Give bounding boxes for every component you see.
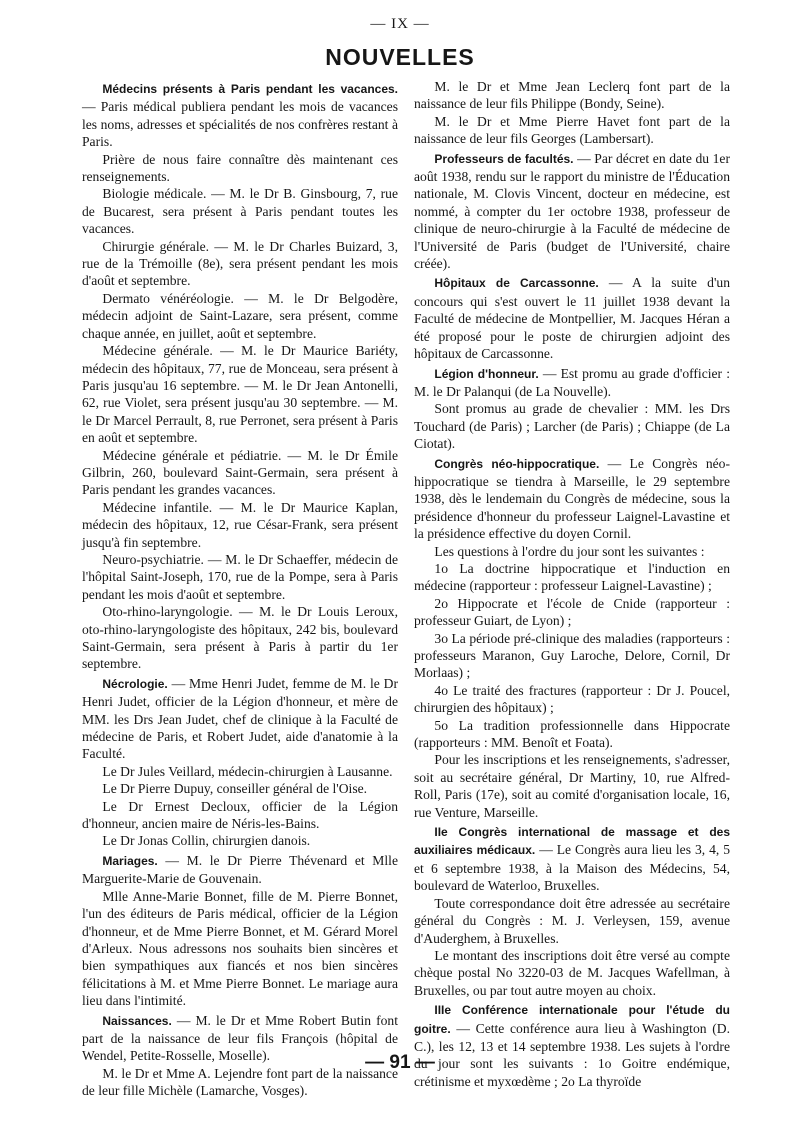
right-paragraph — [414, 1001, 730, 1090]
paragraph-text: Le Dr Jules Veillard, médecin-chirurgien à Lausanne. — [102, 763, 393, 779]
page-header-roman-folio: — IX — — [370, 16, 430, 32]
paragraph-text: M. le Dr et Mme A. Lejendre font part de la naissance de leur fille Michèle (Lamarche, Vosges). — [82, 1065, 398, 1099]
paragraph-text: — Le Congrès néo-hippocratique se tiendra à Marseille, le 29 septembre 1938, dès le lendemain du Congrès de médecine, sous la présidence d'honneur du professeur Laignel-Lavastine et la présidence effective du doyen Cornil. — [414, 455, 730, 542]
left-paragraph — [82, 151, 398, 186]
paragraph-text: Mlle Anne-Marie Bonnet, fille de M. Pierre Bonnet, l'un des éditeurs de Paris médical, officier de la Légion d'honneur, et de Mme Pierre Bonnet, et M. Gérard Morel d'Arleux. Nous adressons nos souhaits bien sincères et bien sympathiques aux fiancés et nos bien sincères félicitations à M. et Mme Pierre Bonnet. Le mariage aura lieu dans l'intimité. — [82, 888, 398, 1009]
section-heading: Médecins présents à Paris pendant les vacances. — [102, 82, 398, 96]
paragraph-text: 4o Le traité des fractures (rapporteur : Dr J. Poucel, chirurgien des hôpitaux) ; — [414, 682, 730, 716]
paragraph-text: Neuro-psychiatrie. — M. le Dr Schaeffer, médecin de l'hôpital Saint-Joseph, 170, rue de la Pompe, sera à Paris pendant les mois d'août et septembre. — [82, 551, 398, 602]
left-paragraph — [82, 780, 398, 797]
left-paragraph — [82, 238, 398, 290]
paragraph-text: — Mme Henri Judet, femme de M. le Dr Henri Judet, officier de la Légion d'honneur, et mère de MM. les Drs Jean Judet, chef de clinique à la Faculté de médecine de Paris, et Robert Judet, aide d'anatomie à la Faculté. — [82, 675, 398, 762]
paragraph-text: 5o La tradition professionnelle dans Hippocrate (rapporteurs : MM. Benoît et Foata). — [414, 717, 730, 751]
paragraph-text: — A la suite d'un concours qui s'est ouvert le 11 juillet 1938 devant la Faculté de médecine de Montpellier, M. Jacques Héran a été proposé pour le poste de chirurgien adjoint des hôpitaux de Carcassonne. — [414, 275, 730, 362]
left-paragraph — [82, 499, 398, 551]
section-heading: Légion d'honneur. — [434, 366, 539, 381]
section-heading: Professeurs de facultés. — [434, 151, 574, 166]
right-paragraph — [414, 630, 730, 682]
section-heading: Naissances. — [102, 1013, 172, 1028]
section-heading: Mariages. — [102, 853, 158, 868]
paragraph-text: — Par décret en date du 1er août 1938, rendu sur le rapport du ministre de l'Éducation nationale, M. Clovis Vincent, docteur en médecine, est nommé, à compter du 1er octobre 1938, professeur de clinique de neuro-chirurgie à la Faculté de médecine de l'Université de Paris (budget de l'Université, chaire créée). — [414, 150, 730, 272]
left-paragraph — [82, 675, 398, 763]
paragraph-text: — M. le Dr Pierre Thévenard et Mlle Marguerite-Marie de Gouvenain. — [82, 852, 398, 887]
section-heading: Congrès néo-hippocratique. — [434, 456, 600, 471]
left-paragraph — [82, 342, 398, 446]
right-paragraph — [414, 560, 730, 595]
right-paragraph — [414, 113, 730, 148]
right-paragraph — [414, 823, 730, 895]
section-heading: Hôpitaux de Carcassonne. — [434, 276, 599, 291]
page-title: NOUVELLES — [325, 44, 475, 70]
section-heading: Nécrologie. — [102, 676, 168, 691]
paragraph-text: Le Dr Ernest Decloux, officier de la Légion d'honneur, ancien maire de Néris-les-Bains. — [82, 798, 398, 832]
left-paragraph — [82, 888, 398, 1010]
paragraph-text: Oto-rhino-laryngologie. — M. le Dr Louis Leroux, oto-rhino-laryngologiste des hôpitaux, 242 bis, boulevard Saint-Germain, sera présent à Paris à partir du 1er septembre. — [82, 604, 398, 672]
paragraph-text: — M. le Dr et Mme Robert Butin font part de la naissance de leur fils François (hôpital de Wendel, Petite-Rosselle, Moselle). — [82, 1012, 398, 1064]
paragraph-text: — Est promu au grade d'officier : M. le Dr Palanqui (de La Nouvelle). — [414, 365, 731, 399]
paragraph-text: Médecine infantile. — M. le Dr Maurice Kaplan, médecin des hôpitaux, 12, rue César-Frank, sera présent jusqu'à fin septembre. — [82, 499, 398, 550]
paragraph-text: Biologie médicale. — M. le Dr B. Ginsbourg, 7, rue de Bucarest, sera présent à Paris pendant toutes les vacances. — [82, 186, 398, 237]
column-left — [82, 78, 398, 1100]
right-paragraph — [414, 365, 730, 401]
paragraph-text: Médecine générale. — M. le Dr Maurice Bariéty, médecin des hôpitaux, 77, rue de Monceau, sera présent à Paris jusqu'au 16 septembre. — M. le Dr Jean Antonelli, 62, rue Violet, sera présent jusqu'au 30 septembre. — M. le Dr Marcel Perrault, 8, rue Perronet, sera présent à Paris en août et septembre. — [82, 343, 398, 446]
paragraph-text: — Paris médical publiera pendant les mois de vacances les noms, adresses et spécialités de nos confrères restant à Paris. — [82, 99, 398, 150]
right-paragraph — [414, 947, 730, 999]
section-heading: IIe Congrès international de massage et des auxiliaires médicaux. — [414, 825, 730, 858]
column-right — [414, 78, 730, 1090]
paragraph-text: Les questions à l'ordre du jour sont les suivantes : — [434, 543, 705, 559]
left-paragraph — [82, 447, 398, 499]
left-paragraph — [82, 551, 398, 603]
paragraph-text: M. le Dr et Mme Pierre Havet font part de la naissance de leur fils Georges (Lambersart). — [414, 113, 730, 147]
paragraph-text: Chirurgie générale. — M. le Dr Charles Buizard, 3, rue de la Trémoille (8e), sera présent pendant les mois d'août et septembre. — [82, 238, 398, 289]
left-paragraph — [82, 80, 398, 151]
right-paragraph — [414, 895, 730, 947]
left-paragraph — [82, 852, 398, 888]
right-paragraph — [414, 682, 730, 717]
paragraph-text: Médecine générale et pédiatrie. — M. le Dr Émile Gilbrin, 260, boulevard Saint-Germain, sera présent à Paris pendant les grandes vacances. — [82, 447, 398, 498]
paragraph-text: M. le Dr et Mme Jean Leclerq font part de la naissance de leur fils Philippe (Bondy, Seine). — [414, 79, 730, 112]
paragraph-text: — Cette conférence aura lieu à Washington (D. C.), les 12, 13 et 14 septembre 1938. Les sujets à l'ordre du jour sont les suivants : 1o Goitre endémique, crétinisme et myxœdème ; 2o La thyroïde — [414, 1020, 730, 1089]
paragraph-text: Prière de nous faire connaître dès maintenant ces renseignements. — [82, 151, 398, 185]
right-paragraph — [414, 400, 730, 452]
right-paragraph — [414, 543, 730, 560]
paragraph-text: Pour les inscriptions et les renseignements, s'adresser, soit au secrétaire général, Dr Martiny, 10, rue Alfred-Roll, Paris (17e), soit au comité d'organisation locale, 16, rue Venture, Marseille. — [414, 752, 730, 820]
paragraph-text: 1o La doctrine hippocratique et l'induction en médecine (rapporteur : professeur Laignel-Lavastine) ; — [414, 560, 730, 594]
paragraph-text: Le Dr Pierre Dupuy, conseiller général de l'Oise. — [102, 781, 368, 797]
right-paragraph — [414, 595, 730, 630]
paragraph-text: Sont promus au grade de chevalier : MM. les Drs Touchard (de Paris) ; Larcher (de Paris) ; Chiappe (de La Ciotat). — [414, 401, 730, 452]
section-heading: IIIe Conférence internationale pour l'étude du goitre. — [414, 1003, 730, 1036]
left-paragraph — [82, 832, 398, 849]
page-number: — 91 — — [365, 1052, 435, 1073]
right-paragraph — [414, 455, 730, 543]
paragraph-text: Le montant des inscriptions doit être versé au compte chèque postal No 3220-03 de M. Jacques Wafellman, à Bruxelles, ou par tout autre moyen au choix. — [414, 947, 730, 998]
paragraph-text: — Le Congrès aura lieu les 3, 4, 5 et 6 septembre 1938, à la Maison des Médecins, 54, boulevard de Waterloo, Bruxelles. — [414, 842, 731, 894]
paragraph-text: Toute correspondance doit être adressée au secrétaire général du Congrès : M. J. Verleysen, 159, avenue d'Auderghem, à Bruxelles. — [414, 895, 730, 946]
right-paragraph — [414, 717, 730, 752]
right-paragraph — [414, 78, 730, 113]
right-paragraph — [414, 150, 730, 273]
left-paragraph — [82, 290, 398, 342]
paragraph-text: Dermato vénéréologie. — M. le Dr Belgodère, médecin adjoint de Saint-Lazare, sera présent, comme chaque année, en juillet, août et septembre. — [82, 290, 398, 341]
left-paragraph — [82, 798, 398, 833]
paragraph-text: 3o La période pré-clinique des maladies (rapporteurs : professeurs Maranon, Guy Laroche, Delore, Cornil, Dr Morlaas) ; — [414, 630, 730, 681]
paragraph-text: Le Dr Jonas Collin, chirurgien danois. — [102, 833, 311, 849]
left-paragraph — [82, 185, 398, 237]
left-paragraph — [82, 603, 398, 673]
left-paragraph — [82, 763, 398, 780]
paragraph-text: 2o Hippocrate et l'école de Cnide (rapporteur : professeur Guiart, de Lyon) ; — [414, 595, 730, 629]
right-paragraph — [414, 274, 730, 362]
right-paragraph — [414, 751, 730, 821]
